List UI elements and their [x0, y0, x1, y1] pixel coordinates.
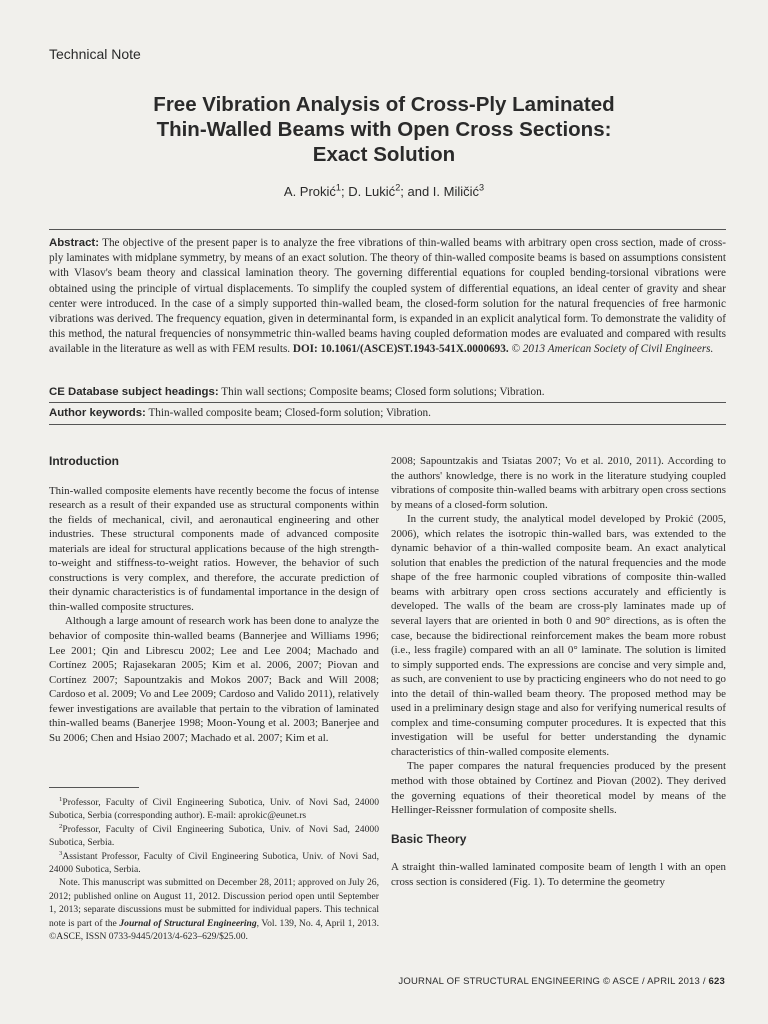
abstract-label: Abstract:: [49, 237, 100, 249]
subject-headings-text: Thin wall sections; Composite beams; Closed form solutions; Vibration.: [221, 386, 545, 398]
footnote-1: $^1$Professor, Faculty of Civil Engineering Subotica, Univ. of Novi Sad, 24000 Subotica, Serbia (corresponding author). E-mail: aprokic@eunet.rs: [49, 795, 379, 822]
copyright: © 2013 American Society of Civil Engineers.: [511, 343, 714, 356]
author-2: D. Lukić: [348, 184, 396, 199]
footnote-3: $^3$Assistant Professor, Faculty of Civil Engineering Subotica, Univ. of Novi Sad, 24000 Subotica, Serbia.: [49, 849, 379, 876]
keywords-divider: [49, 424, 726, 425]
footnotes: [49, 796, 379, 943]
submission-note: Note. This manuscript was submitted on December 28, 2011; approved on July 26, 2012; published online on August 11, 2012. Discussion period open until September 1, 2013; separate discussions must be submitted for individual papers. This technical note is part of the Journal of Structural Engineering, Vol. 139, No. 4, April 1, 2013. ©ASCE, ISSN 0733-9445/2013/4-623–629/$25.00.: [49, 877, 379, 943]
paragraph: The paper compares the natural frequencies produced by the present method with those obtained by Cortínez and Piovan (2002). They derived the governing equations of their theoretical model by means of the Hellinger-Reissner formulation of composite shells.: [391, 760, 726, 817]
abstract: [49, 236, 726, 358]
author-1: A. Prokić: [283, 184, 336, 199]
page-footer: [398, 976, 725, 987]
author-list: A. Prokić$^1$; D. Lukić$^2$; and I. Miličić$^3$: [283, 182, 485, 199]
subject-headings: [49, 385, 726, 400]
author-keywords: [49, 406, 726, 421]
title-line-3: Exact Solution: [312, 143, 456, 166]
top-divider: [49, 229, 726, 230]
page-number: 623: [708, 976, 725, 987]
meta-divider: [49, 402, 726, 403]
subject-headings-label: CE Database subject headings:: [49, 386, 219, 398]
paragraph: Thin-walled composite elements have recently become the focus of intense research as a result of their expanded use as structural components within the fields of mechanical, civil, and aeronautical engineering and other industries. These structural components made of advanced composite materials are ideal for structural applications because of the high strength-to-weight and stiffness-to-weight ratios. However, the behavior of such constructions is very complex, and therefore, the accurate prediction of their dynamic characteristics is of fundamental importance in the design of thin-walled composite structures.: [49, 484, 379, 613]
paragraph: In the current study, the analytical model developed by Prokić (2005, 2006), which relates the isotropic thin-walled bars, was extended to the dynamic behavior of a thin-walled composite beam. An exact analytical solution that enables the prediction of the natural frequencies and the mode shape of the free harmonic coupled vibrations of composite thin-walled beams with arbitrary open cross sections accurately and efficiently is developed. The walls of the beam are cross-ply laminates made up of several layers that are oriented in both 0 and 90° directions, as is often the case, because the bidirectional reinforcement makes the beam more robust (i.e., less fragile) compared with an all 0° laminate. The solution is limited to simply supported ends. The expressions are concise and very simple and, as such, are convenient to use by practicing engineers who do not need to go into the detail of thin-walled beam theory. The proposed method may be used in a preliminary design stage and also for verifying numerical results of complex and time-consuming computer procedures. It is expected that this investigation will be useful for better understanding the dynamic characteristics of thin-walled composite elements.: [391, 513, 726, 758]
paper-title: [60, 92, 708, 167]
author-2-affiliation-mark: 2: [395, 182, 401, 193]
author-3: and I. Miličić: [407, 184, 480, 199]
paragraph: Although a large amount of research work has been done to analyze the behavior of composite thin-walled beams (Bannerjee and Williams 1996; Lee 2001; Qin and Librescu 2002; Lee and Lee 2004; Machado and Cortínez 2005; Rajasekaran 2005; Kim et al. 2006, 2007; Piovan and Cortínez 2007; Sapountzakis and Mokos 2007; Back and Will 2008; Cardoso et al. 2009; Vo and Lee 2009; Cardoso and Valido 2011), relatively fewer investigations are available that pertain to the vibration of laminated thin-walled beams (Banerjee 1998; Moon-Young et al. 2003; Banerjee and Su 2006; Chen and Hsiao 2007; Machado et al. 2007; Kim et al.: [49, 615, 379, 744]
left-column: [49, 454, 379, 745]
right-column: [391, 454, 726, 889]
footnote-2: $^2$Professor, Faculty of Civil Engineering Subotica, Univ. of Novi Sad, 24000 Subotica, Serbia.: [49, 822, 379, 849]
footnote-3-mark: 3: [59, 849, 63, 857]
paragraph: 2008; Sapountzakis and Tsiatas 2007; Vo et al. 2010, 2011). According to the authors' knowledge, there is no work in the literature studying coupled vibrations of composite thin-walled beams with arbitrary open cross sections by means of a closed-form solution.: [391, 455, 726, 511]
footnote-1-mark: 1: [59, 795, 63, 803]
section-heading-introduction: Introduction: [49, 454, 119, 468]
article-type-label: Technical Note: [49, 46, 141, 62]
footnote-2-mark: 2: [59, 822, 63, 830]
footnote-divider: [49, 787, 139, 788]
author-keywords-text: Thin-walled composite beam; Closed-form solution; Vibration.: [148, 407, 431, 419]
paragraph: A straight thin-walled laminated composite beam of length l with an open cross section is considered (Fig. 1). To determine the geometry: [391, 861, 726, 888]
title-line-2: Thin-Walled Beams with Open Cross Sections:: [156, 118, 612, 141]
section-heading-basic-theory: Basic Theory: [391, 831, 467, 846]
abstract-text: The objective of the present paper is to analyze the free vibrations of thin-walled beams with arbitrary open cross section, made of cross-ply laminates with midplane symmetry, by means of an exact solution. The theory of thin-walled composite beams is based on assumptions consistent with Vlasov's beam theory and classical lamination theory. The governing differential equations for coupled bending-torsional vibrations were obtained using the principle of virtual displacements. To simplify the coupled system of differential equations, an ideal center of gravity and shear center were introduced. In the case of a simply supported thin-walled beam, the closed-form solution for the natural frequencies of free harmonic vibrations was derived. The frequency equation, given in determinantal form, is expanded in an explicit analytical form. To demonstrate the validity of this method, the natural frequencies of nonsymmetric thin-walled beams having coupled deformation modes are evaluated and compared with results available in the literature as well as with FEM results.: [49, 237, 726, 356]
journal-footer: JOURNAL OF STRUCTURAL ENGINEERING © ASCE / APRIL 2013 /: [398, 976, 709, 987]
title-line-1: Free Vibration Analysis of Cross-Ply Laminated: [153, 93, 615, 116]
author-1-affiliation-mark: 1: [335, 182, 341, 193]
doi: DOI: 10.1061/(ASCE)ST.1943-541X.0000693.: [292, 343, 509, 356]
journal-name: Journal of Structural Engineering: [119, 917, 257, 929]
author-keywords-label: Author keywords:: [49, 407, 146, 419]
author-3-affiliation-mark: 3: [479, 182, 485, 193]
